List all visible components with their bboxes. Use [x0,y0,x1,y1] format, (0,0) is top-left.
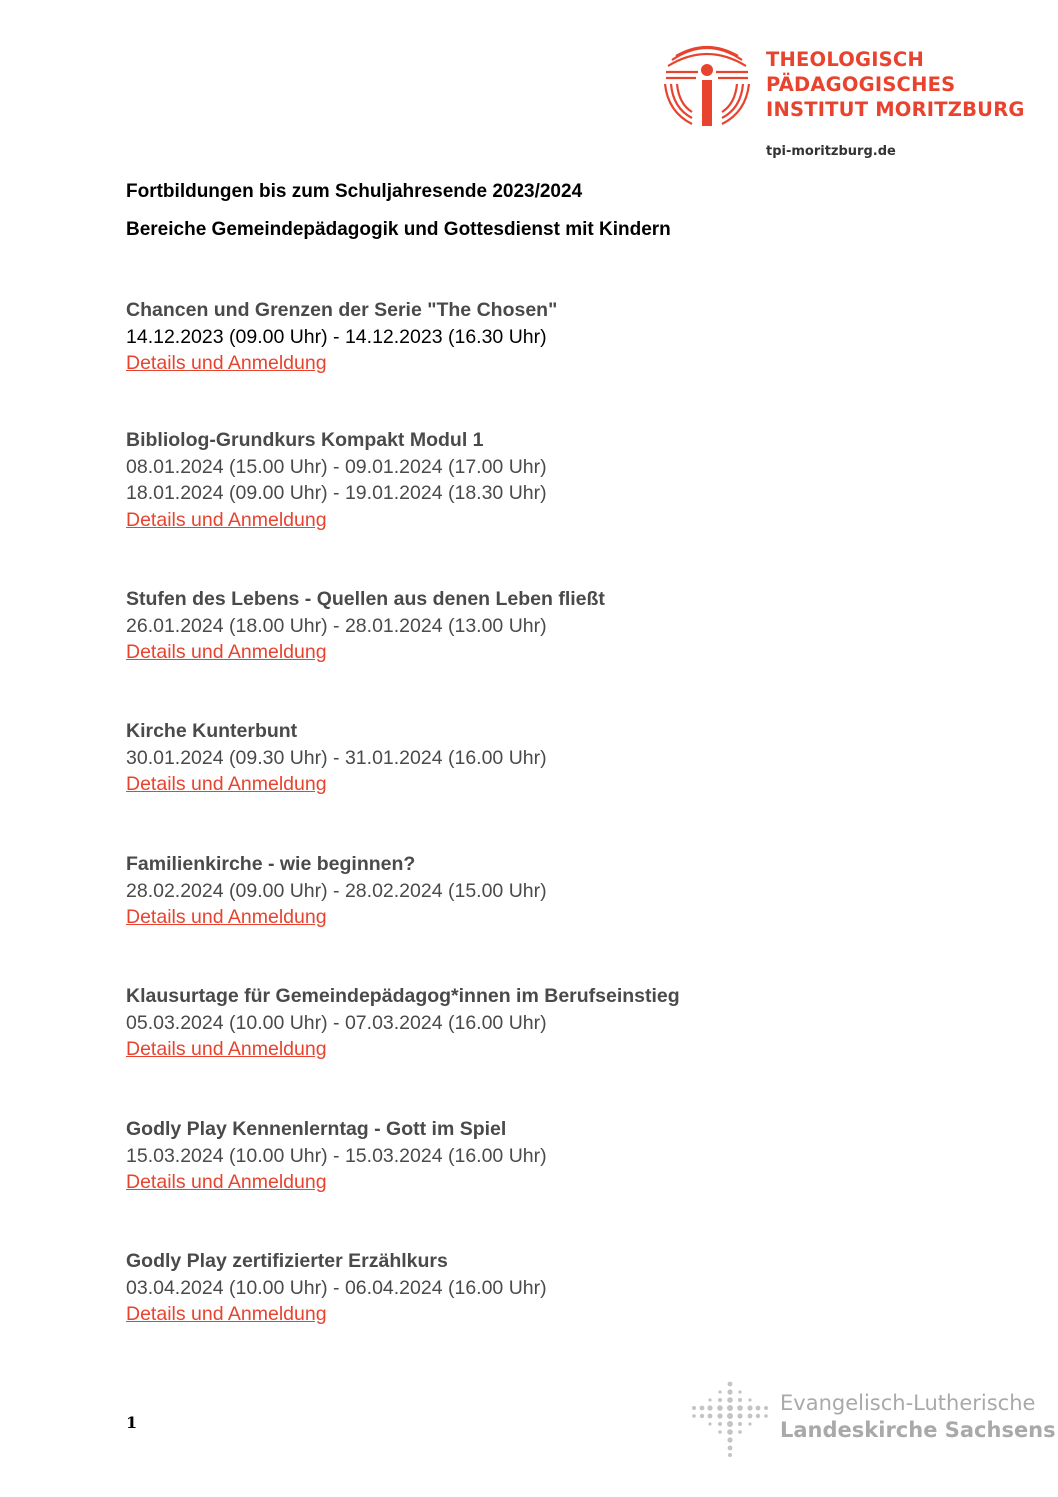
course-title: Godly Play zertifizierter Erzählkurs [126,1250,448,1272]
course-date: 26.01.2024 (18.00 Uhr) - 28.01.2024 (13.00 Uhr) [126,614,547,637]
course-date: 28.02.2024 (09.00 Uhr) - 28.02.2024 (15.00 Uhr) [126,879,547,902]
course-item [126,1116,547,1196]
logo-line-3: INSTITUT MORITZBURG [766,98,1025,121]
course-date: 08.01.2024 (15.00 Uhr) - 09.01.2024 (17.00 Uhr) [126,455,547,478]
details-registration-link[interactable]: Details und Anmeldung [126,1303,327,1325]
logo-line-1: THEOLOGISCH [766,48,924,71]
course-date: 05.03.2024 (10.00 Uhr) - 07.03.2024 (16.00 Uhr) [126,1011,547,1034]
course-title: Bibliolog-Grundkurs Kompakt Modul 1 [126,429,484,451]
course-date: 30.01.2024 (09.30 Uhr) - 31.01.2024 (16.00 Uhr) [126,746,547,769]
tpi-emblem-icon [662,42,752,128]
course-title: Stufen des Lebens - Quellen aus denen Leben fließt [126,588,605,610]
church-wordmark [780,1390,1056,1444]
details-registration-link[interactable]: Details und Anmeldung [126,1038,327,1060]
course-title: Chancen und Grenzen der Serie "The Chosen" [126,299,558,321]
course-date: 14.12.2023 (09.00 Uhr) - 14.12.2023 (16.30 Uhr) [126,325,547,348]
details-registration-link[interactable]: Details und Anmeldung [126,641,327,663]
course-item [126,851,547,931]
church-line-2: Landeskirche Sachsens [780,1418,1056,1442]
tpi-logo [662,42,1025,132]
course-item [126,718,547,798]
course-title: Godly Play Kennenlerntag - Gott im Spiel [126,1118,507,1140]
details-registration-link[interactable]: Details und Anmeldung [126,906,327,928]
tpi-wordmark [766,47,1025,122]
course-title: Kirche Kunterbunt [126,720,298,742]
course-item [126,297,557,377]
details-registration-link[interactable]: Details und Anmeldung [126,508,327,531]
course-date: 15.03.2024 (10.00 Uhr) - 15.03.2024 (16.00 Uhr) [126,1144,547,1167]
church-line-1: Evangelisch-Lutherische [780,1391,1036,1415]
course-item [126,983,680,1063]
details-registration-link[interactable]: Details und Anmeldung [126,1171,327,1193]
website-url: tpi-moritzburg.de [766,144,896,159]
details-registration-link[interactable]: Details und Anmeldung [126,773,327,795]
document-heading: Fortbildungen bis zum Schuljahresende 2023/2024 [126,181,583,202]
course-item [126,1248,547,1328]
document-subheading: Bereiche Gemeindepädagogik und Gottesdienst mit Kindern [126,219,671,240]
course-item [126,427,547,533]
course-title: Klausurtage für Gemeindepädagog*innen im Berufseinstieg [126,985,680,1007]
course-item [126,586,605,666]
details-registration-link[interactable]: Details und Anmeldung [126,352,327,374]
course-date: 18.01.2024 (09.00 Uhr) - 19.01.2024 (18.30 Uhr) [126,482,547,504]
course-date: 03.04.2024 (10.00 Uhr) - 06.04.2024 (16.00 Uhr) [126,1276,547,1299]
course-title: Familienkirche - wie beginnen? [126,853,416,875]
church-logo [690,1380,1056,1460]
page-number: 1 [126,1413,138,1432]
logo-line-2: PÄDAGOGISCHES [766,73,956,96]
cross-dots-icon [690,1380,770,1458]
